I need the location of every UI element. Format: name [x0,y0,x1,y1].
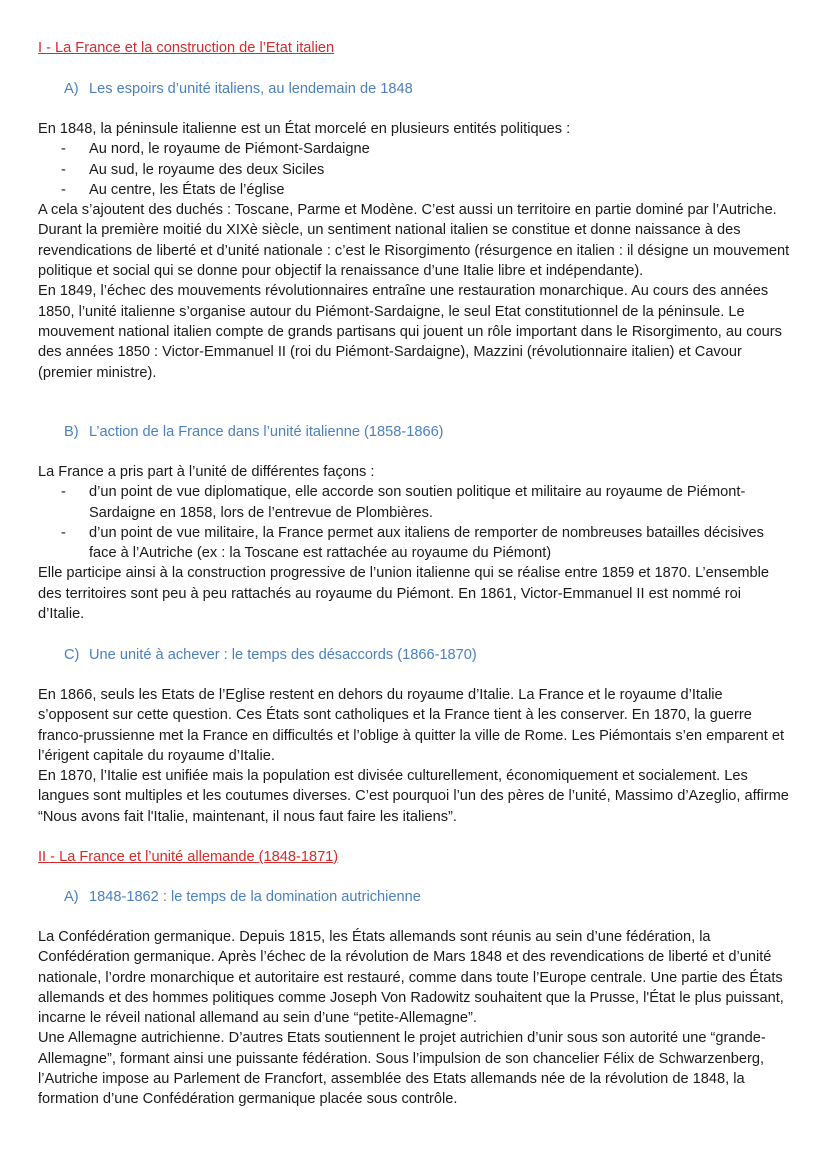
dash-bullet: - [61,524,66,541]
part1-sectionC-heading [64,645,477,665]
part2-title: II - La France et l’unité allemande (1848-1871) [38,849,339,865]
part1-sectionA-body [38,119,790,383]
list-item: - Au nord, le royaume de Piémont-Sardaigne [38,139,790,159]
section-title: 1848-1862 : le temps de la domination autrichienne [89,889,421,905]
paragraph: En 1849, l’échec des mouvements révolutionnaires entraîne une restauration monarchique. Au cours des années 1850, l’unité italienne s’organise autour du Piémont-Sardaigne, le seul Etat constitutionnel de la péninsule. Le mouvement national italien compte de grands partisans qui jouent un rôle important dans le Risorgimento, au cours des années 1850 : Victor-Emmanuel II (roi du Piémont-Sardaigne), Mazzini (révolutionnaire italien) et Cavour (premier ministre). [38,283,782,381]
section-letter: B) [64,424,79,440]
part1-sectionA-heading [64,79,413,99]
part1-title: I - La France et la construction de l’Etat italien [38,40,335,56]
list-item: - d’un point de vue militaire, la France permet aux italiens de remporter de nombreuses batailles décisives face à l’Autriche (ex : la Toscane est rattachée au royaume du Piémont) [61,524,764,562]
dash-bullet: - [61,484,66,501]
list-item: - d’un point de vue diplomatique, elle accorde son soutien politique et militaire au royaume de Piémont-Sardaigne en 1858, lors de l’entrevue de Plombières. [61,484,746,521]
part2-sectionA-heading [64,887,421,907]
paragraph: Durant la première moitié du XIXè siècle, un sentiment national italien se constitue et donne naissance à des revendications de liberté et d’unité nationale : c’est le Risorgimento (résurgence en italien : il désigne un mouvement politique et social qui se donne pour objectif la renaissance d’une Italie libre et indépendante). [38,222,790,280]
paragraph: En 1848, la péninsule italienne est un État morcelé en plusieurs entités politiques : [38,121,571,137]
section-letter: C) [64,647,80,663]
dash-bullet: - [61,161,66,178]
paragraph: En 1870, l’Italie est unifiée mais la population est divisée culturellement, économiquement et socialement. Les langues sont multiples et les coutumes diverses. C’est pourquoi l’un des pères de l’unité, Massimo d’Azeglio, affirme “Nous avons fait l'Italie, maintenant, il nous faut faire les italiens”. [38,768,789,825]
section-title: Une unité à achever : le temps des désaccords (1866-1870) [89,647,477,663]
list-item: - Au centre, les États de l’église [38,180,790,200]
bullet-list [38,482,790,563]
part1-sectionC-body [38,685,790,827]
part1-sectionB-body [38,462,790,624]
part1-sectionB-heading [64,422,444,442]
part2-sectionA-body [38,927,790,1110]
section-title: L’action de la France dans l’unité italienne (1858-1866) [89,424,444,440]
section-title: Les espoirs d’unité italiens, au lendemain de 1848 [89,81,413,97]
paragraph: En 1866, seuls les Etats de l’Eglise restent en dehors du royaume d’Italie. La France et le royaume d’Italie s’opposent sur cette question. Ces États sont catholiques et la France tient à les conserver. En 1870, la guerre franco-prussienne met la France en difficultés et l’oblige à quitter la ville de Rome. Les Piémontais s’en emparent et l’érigent capitale du royaume d’Italie. [38,687,785,764]
paragraph: A cela s’ajoutent des duchés : Toscane, Parme et Modène. C’est aussi un territoire en partie dominé par l’Autriche. [38,202,777,219]
section-letter: A) [64,889,79,905]
paragraph: La France a pris part à l’unité de différentes façons : [38,464,375,480]
paragraph: La Confédération germanique. Depuis 1815, les États allemands sont réunis au sein d’une fédération, la Confédération germanique. Après l’échec de la révolution de Mars 1848 et des revendications de liberté et d’unité nationale, l’ordre monarchique et autoritaire est restauré, comme dans toute l’Europe centrale. Une partie des États allemands et des hommes politiques comme Joseph Von Radowitz souhaitent que la Prusse, l'État le plus puissant, incarne le réveil national allemand au sein d’une “petite-Allemagne”. [38,929,784,1027]
bullet-list [38,139,790,200]
dash-bullet: - [61,141,66,158]
dash-bullet: - [61,181,66,198]
list-item: - Au sud, le royaume des deux Siciles [38,160,790,180]
paragraph: Une Allemagne autrichienne. D’autres Etats soutiennent le projet autrichien d’unir sous son autorité une “grande-Allemagne”, formant ainsi une puissante fédération. Sous l’impulsion de son chancelier Félix de Schwarzenberg, l’Autriche impose au Parlement de Francfort, assemblée des Etats allemands née de la révolution de 1848, la formation d’une Confédération germanique placée sous contrôle. [38,1030,766,1108]
paragraph: Elle participe ainsi à la construction progressive de l’union italienne qui se réalise entre 1859 et 1870. L’ensemble des territoires sont peu à peu rattachés au royaume du Piémont. En 1861, Victor-Emmanuel II est nommé roi d’Italie. [38,565,769,623]
section-letter: A) [64,81,79,97]
